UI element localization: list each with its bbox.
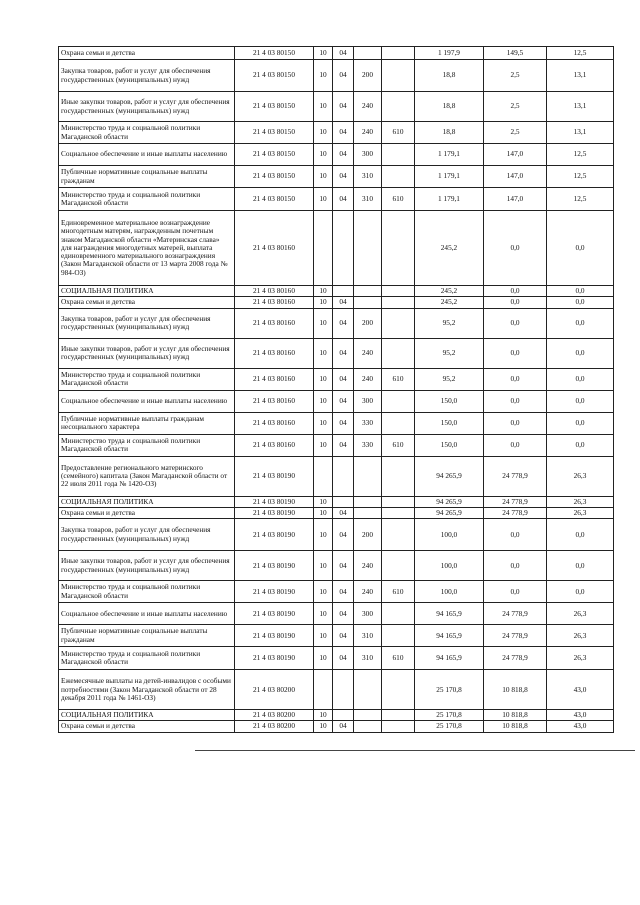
budget-code: 21 4 03 80150 xyxy=(235,92,314,122)
budget-code: 21 4 03 80190 xyxy=(235,581,314,603)
budget-table xyxy=(58,46,614,733)
planned-amount: 1 179,1 xyxy=(415,166,484,188)
expense-type-code: 240 xyxy=(354,551,382,581)
planned-amount: 95,2 xyxy=(415,338,484,368)
section-code: 10 xyxy=(314,412,333,434)
executed-amount: 0,0 xyxy=(484,338,547,368)
planned-amount: 94 165,9 xyxy=(415,647,484,670)
subsection-code xyxy=(333,496,354,507)
table-row xyxy=(59,308,614,338)
planned-amount: 25 170,8 xyxy=(415,721,484,732)
budget-code: 21 4 03 80150 xyxy=(235,144,314,166)
execution-percent: 0,0 xyxy=(547,412,614,434)
executed-amount: 0,0 xyxy=(484,308,547,338)
row-name: Закупка товаров, работ и услуг для обеспечения государственных (муниципальных) нужд xyxy=(59,308,235,338)
admin-code xyxy=(382,144,415,166)
expense-type-code: 200 xyxy=(354,519,382,551)
execution-percent: 13,1 xyxy=(547,60,614,92)
execution-percent: 26,3 xyxy=(547,456,614,496)
table-row xyxy=(59,297,614,308)
admin-code xyxy=(382,286,415,297)
admin-code xyxy=(382,603,415,625)
admin-code xyxy=(382,412,415,434)
planned-amount: 94 265,9 xyxy=(415,507,484,518)
admin-code xyxy=(382,496,415,507)
execution-percent: 0,0 xyxy=(547,338,614,368)
section-code: 10 xyxy=(314,507,333,518)
table-row xyxy=(59,390,614,412)
section-code: 10 xyxy=(314,721,333,732)
table-row xyxy=(59,647,614,670)
row-name: Охрана семьи и детства xyxy=(59,721,235,732)
execution-percent: 26,3 xyxy=(547,625,614,647)
section-code: 10 xyxy=(314,647,333,670)
budget-code: 21 4 03 80160 xyxy=(235,412,314,434)
row-name: Министерство труда и социальной политики Магаданской области xyxy=(59,122,235,144)
row-name: Предоставление регионального материнского (семейного) капитала (Закон Магаданской области от 22 июля 2011 года № 1420-ОЗ) xyxy=(59,456,235,496)
section-code: 10 xyxy=(314,496,333,507)
row-name: Министерство труда и социальной политики Магаданской области xyxy=(59,647,235,670)
planned-amount: 245,2 xyxy=(415,297,484,308)
admin-code xyxy=(382,166,415,188)
admin-code: 610 xyxy=(382,368,415,390)
subsection-code: 04 xyxy=(333,47,354,60)
execution-percent: 26,3 xyxy=(547,507,614,518)
planned-amount: 100,0 xyxy=(415,519,484,551)
expense-type-code xyxy=(354,47,382,60)
executed-amount: 10 818,8 xyxy=(484,721,547,732)
planned-amount: 150,0 xyxy=(415,412,484,434)
subsection-code: 04 xyxy=(333,412,354,434)
subsection-code: 04 xyxy=(333,297,354,308)
table-row xyxy=(59,710,614,721)
execution-percent: 0,0 xyxy=(547,434,614,456)
table-row xyxy=(59,60,614,92)
executed-amount: 0,0 xyxy=(484,581,547,603)
row-name: Иные закупки товаров, работ и услуг для обеспечения государственных (муниципальных) нужд xyxy=(59,92,235,122)
row-name: Ежемесячные выплаты на детей-инвалидов с особыми потребностями (Закон Магаданской области от 28 декабря 2011 года № 1461-ОЗ) xyxy=(59,670,235,710)
planned-amount: 95,2 xyxy=(415,368,484,390)
row-name: Публичные нормативные социальные выплаты гражданам xyxy=(59,166,235,188)
execution-percent: 0,0 xyxy=(547,551,614,581)
table-row xyxy=(59,166,614,188)
executed-amount: 2,5 xyxy=(484,122,547,144)
expense-type-code xyxy=(354,211,382,286)
subsection-code: 04 xyxy=(333,551,354,581)
executed-amount: 24 778,9 xyxy=(484,603,547,625)
execution-percent: 12,5 xyxy=(547,166,614,188)
subsection-code: 04 xyxy=(333,368,354,390)
admin-code: 610 xyxy=(382,434,415,456)
expense-type-code xyxy=(354,721,382,732)
admin-code xyxy=(382,625,415,647)
executed-amount: 24 778,9 xyxy=(484,456,547,496)
budget-code: 21 4 03 80200 xyxy=(235,710,314,721)
section-code xyxy=(314,670,333,710)
execution-percent: 0,0 xyxy=(547,519,614,551)
budget-code: 21 4 03 80190 xyxy=(235,625,314,647)
bottom-rule xyxy=(195,750,635,751)
expense-type-code xyxy=(354,710,382,721)
execution-percent: 12,5 xyxy=(547,188,614,211)
section-code: 10 xyxy=(314,368,333,390)
executed-amount: 0,0 xyxy=(484,297,547,308)
planned-amount: 25 170,8 xyxy=(415,710,484,721)
subsection-code xyxy=(333,670,354,710)
section-code: 10 xyxy=(314,710,333,721)
planned-amount: 150,0 xyxy=(415,434,484,456)
section-code: 10 xyxy=(314,519,333,551)
subsection-code: 04 xyxy=(333,507,354,518)
section-code: 10 xyxy=(314,603,333,625)
subsection-code: 04 xyxy=(333,338,354,368)
execution-percent: 12,5 xyxy=(547,144,614,166)
planned-amount: 94 165,9 xyxy=(415,603,484,625)
expense-type-code: 240 xyxy=(354,338,382,368)
section-code: 10 xyxy=(314,551,333,581)
admin-code xyxy=(382,92,415,122)
planned-amount: 94 165,9 xyxy=(415,625,484,647)
subsection-code: 04 xyxy=(333,647,354,670)
admin-code xyxy=(382,308,415,338)
planned-amount: 100,0 xyxy=(415,551,484,581)
subsection-code: 04 xyxy=(333,721,354,732)
section-code xyxy=(314,211,333,286)
budget-code: 21 4 03 80160 xyxy=(235,308,314,338)
expense-type-code: 300 xyxy=(354,603,382,625)
admin-code xyxy=(382,47,415,60)
execution-percent: 26,3 xyxy=(547,496,614,507)
executed-amount: 147,0 xyxy=(484,166,547,188)
section-code: 10 xyxy=(314,188,333,211)
budget-code: 21 4 03 80160 xyxy=(235,434,314,456)
executed-amount: 24 778,9 xyxy=(484,647,547,670)
expense-type-code: 200 xyxy=(354,60,382,92)
section-code: 10 xyxy=(314,434,333,456)
planned-amount: 245,2 xyxy=(415,211,484,286)
row-name: Министерство труда и социальной политики Магаданской области xyxy=(59,434,235,456)
expense-type-code xyxy=(354,286,382,297)
admin-code: 610 xyxy=(382,647,415,670)
executed-amount: 0,0 xyxy=(484,434,547,456)
executed-amount: 24 778,9 xyxy=(484,625,547,647)
table-row xyxy=(59,338,614,368)
planned-amount: 1 197,9 xyxy=(415,47,484,60)
admin-code xyxy=(382,390,415,412)
planned-amount: 100,0 xyxy=(415,581,484,603)
execution-percent: 26,3 xyxy=(547,603,614,625)
execution-percent: 0,0 xyxy=(547,308,614,338)
row-name: Иные закупки товаров, работ и услуг для обеспечения государственных (муниципальных) нужд xyxy=(59,338,235,368)
subsection-code xyxy=(333,211,354,286)
subsection-code xyxy=(333,456,354,496)
budget-code: 21 4 03 80150 xyxy=(235,166,314,188)
executed-amount: 0,0 xyxy=(484,211,547,286)
table-row xyxy=(59,144,614,166)
execution-percent: 13,1 xyxy=(547,122,614,144)
expense-type-code: 240 xyxy=(354,368,382,390)
subsection-code: 04 xyxy=(333,188,354,211)
subsection-code: 04 xyxy=(333,122,354,144)
section-code: 10 xyxy=(314,92,333,122)
subsection-code: 04 xyxy=(333,308,354,338)
planned-amount: 18,8 xyxy=(415,60,484,92)
expense-type-code xyxy=(354,670,382,710)
subsection-code: 04 xyxy=(333,144,354,166)
section-code: 10 xyxy=(314,60,333,92)
execution-percent: 0,0 xyxy=(547,368,614,390)
table-row xyxy=(59,519,614,551)
section-code: 10 xyxy=(314,308,333,338)
execution-percent: 43,0 xyxy=(547,710,614,721)
subsection-code: 04 xyxy=(333,390,354,412)
budget-code: 21 4 03 80200 xyxy=(235,670,314,710)
budget-code: 21 4 03 80160 xyxy=(235,286,314,297)
admin-code xyxy=(382,670,415,710)
planned-amount: 18,8 xyxy=(415,122,484,144)
admin-code xyxy=(382,456,415,496)
subsection-code: 04 xyxy=(333,603,354,625)
subsection-code: 04 xyxy=(333,166,354,188)
executed-amount: 0,0 xyxy=(484,368,547,390)
executed-amount: 10 818,8 xyxy=(484,710,547,721)
budget-code: 21 4 03 80160 xyxy=(235,338,314,368)
table-row xyxy=(59,721,614,732)
expense-type-code: 310 xyxy=(354,188,382,211)
planned-amount: 95,2 xyxy=(415,308,484,338)
section-code: 10 xyxy=(314,286,333,297)
admin-code xyxy=(382,338,415,368)
section-code: 10 xyxy=(314,390,333,412)
executed-amount: 0,0 xyxy=(484,286,547,297)
planned-amount: 1 179,1 xyxy=(415,144,484,166)
subsection-code: 04 xyxy=(333,92,354,122)
section-code: 10 xyxy=(314,338,333,368)
admin-code xyxy=(382,519,415,551)
expense-type-code: 240 xyxy=(354,581,382,603)
row-name: Социальное обеспечение и иные выплаты населению xyxy=(59,603,235,625)
row-name: СОЦИАЛЬНАЯ ПОЛИТИКА xyxy=(59,710,235,721)
row-name: Закупка товаров, работ и услуг для обеспечения государственных (муниципальных) нужд xyxy=(59,519,235,551)
expense-type-code: 310 xyxy=(354,647,382,670)
executed-amount: 147,0 xyxy=(484,188,547,211)
subsection-code: 04 xyxy=(333,581,354,603)
budget-code: 21 4 03 80150 xyxy=(235,60,314,92)
table-row xyxy=(59,286,614,297)
section-code: 10 xyxy=(314,144,333,166)
admin-code xyxy=(382,211,415,286)
execution-percent: 0,0 xyxy=(547,390,614,412)
expense-type-code: 310 xyxy=(354,166,382,188)
admin-code: 610 xyxy=(382,122,415,144)
executed-amount: 149,5 xyxy=(484,47,547,60)
planned-amount: 25 170,8 xyxy=(415,670,484,710)
table-row xyxy=(59,551,614,581)
expense-type-code: 200 xyxy=(354,308,382,338)
execution-percent: 26,3 xyxy=(547,647,614,670)
budget-code: 21 4 03 80150 xyxy=(235,47,314,60)
row-name: Единовременное материальное вознаграждение многодетным матерям, награжденным почетным знаком Магаданской области «Материнская слава» для награждения многодетных матерей, выплата единовременного материального вознаграждения (Закон Магаданской области от 13 марта 2008 года № 984-ОЗ) xyxy=(59,211,235,286)
expense-type-code: 330 xyxy=(354,412,382,434)
planned-amount: 18,8 xyxy=(415,92,484,122)
admin-code xyxy=(382,710,415,721)
executed-amount: 0,0 xyxy=(484,519,547,551)
table-row xyxy=(59,603,614,625)
expense-type-code xyxy=(354,507,382,518)
table-row xyxy=(59,188,614,211)
admin-code xyxy=(382,507,415,518)
executed-amount: 0,0 xyxy=(484,551,547,581)
budget-code: 21 4 03 80150 xyxy=(235,188,314,211)
planned-amount: 150,0 xyxy=(415,390,484,412)
table-row xyxy=(59,507,614,518)
planned-amount: 94 265,9 xyxy=(415,456,484,496)
table-row xyxy=(59,456,614,496)
expense-type-code xyxy=(354,456,382,496)
planned-amount: 1 179,1 xyxy=(415,188,484,211)
subsection-code xyxy=(333,710,354,721)
planned-amount: 94 265,9 xyxy=(415,496,484,507)
execution-percent: 43,0 xyxy=(547,721,614,732)
budget-code: 21 4 03 80190 xyxy=(235,551,314,581)
row-name: Министерство труда и социальной политики Магаданской области xyxy=(59,581,235,603)
section-code: 10 xyxy=(314,297,333,308)
admin-code: 610 xyxy=(382,581,415,603)
row-name: Социальное обеспечение и иные выплаты населению xyxy=(59,390,235,412)
executed-amount: 0,0 xyxy=(484,390,547,412)
subsection-code: 04 xyxy=(333,60,354,92)
table-row xyxy=(59,368,614,390)
table-row xyxy=(59,434,614,456)
table-row xyxy=(59,625,614,647)
expense-type-code xyxy=(354,297,382,308)
budget-code: 21 4 03 80190 xyxy=(235,507,314,518)
budget-code: 21 4 03 80190 xyxy=(235,496,314,507)
row-name: Охрана семьи и детства xyxy=(59,47,235,60)
row-name: СОЦИАЛЬНАЯ ПОЛИТИКА xyxy=(59,496,235,507)
admin-code xyxy=(382,721,415,732)
planned-amount: 245,2 xyxy=(415,286,484,297)
expense-type-code: 310 xyxy=(354,625,382,647)
section-code: 10 xyxy=(314,166,333,188)
row-name: Социальное обеспечение и иные выплаты населению xyxy=(59,144,235,166)
executed-amount: 0,0 xyxy=(484,412,547,434)
section-code: 10 xyxy=(314,47,333,60)
admin-code xyxy=(382,60,415,92)
budget-code: 21 4 03 80190 xyxy=(235,603,314,625)
executed-amount: 24 778,9 xyxy=(484,507,547,518)
section-code: 10 xyxy=(314,581,333,603)
budget-code: 21 4 03 80200 xyxy=(235,721,314,732)
executed-amount: 2,5 xyxy=(484,92,547,122)
executed-amount: 24 778,9 xyxy=(484,496,547,507)
table-row xyxy=(59,581,614,603)
budget-code: 21 4 03 80190 xyxy=(235,647,314,670)
expense-type-code: 240 xyxy=(354,122,382,144)
execution-percent: 12,5 xyxy=(547,47,614,60)
table-row xyxy=(59,211,614,286)
row-name: Закупка товаров, работ и услуг для обеспечения государственных (муниципальных) нужд xyxy=(59,60,235,92)
budget-code: 21 4 03 80190 xyxy=(235,519,314,551)
execution-percent: 13,1 xyxy=(547,92,614,122)
section-code xyxy=(314,456,333,496)
execution-percent: 0,0 xyxy=(547,581,614,603)
budget-code: 21 4 03 80160 xyxy=(235,368,314,390)
table-row xyxy=(59,496,614,507)
table-row xyxy=(59,92,614,122)
subsection-code: 04 xyxy=(333,519,354,551)
expense-type-code: 300 xyxy=(354,390,382,412)
row-name: Иные закупки товаров, работ и услуг для обеспечения государственных (муниципальных) нужд xyxy=(59,551,235,581)
row-name: СОЦИАЛЬНАЯ ПОЛИТИКА xyxy=(59,286,235,297)
budget-table-body xyxy=(59,47,614,733)
admin-code: 610 xyxy=(382,188,415,211)
row-name: Публичные нормативные социальные выплаты гражданам xyxy=(59,625,235,647)
row-name: Министерство труда и социальной политики Магаданской области xyxy=(59,368,235,390)
table-row xyxy=(59,47,614,60)
executed-amount: 2,5 xyxy=(484,60,547,92)
expense-type-code: 240 xyxy=(354,92,382,122)
expense-type-code: 300 xyxy=(354,144,382,166)
execution-percent: 0,0 xyxy=(547,211,614,286)
subsection-code: 04 xyxy=(333,625,354,647)
execution-percent: 0,0 xyxy=(547,297,614,308)
table-row xyxy=(59,412,614,434)
row-name: Министерство труда и социальной политики Магаданской области xyxy=(59,188,235,211)
row-name: Публичные нормативные выплаты гражданам несоциального характера xyxy=(59,412,235,434)
row-name: Охрана семьи и детства xyxy=(59,297,235,308)
expense-type-code xyxy=(354,496,382,507)
executed-amount: 10 818,8 xyxy=(484,670,547,710)
admin-code xyxy=(382,297,415,308)
row-name: Охрана семьи и детства xyxy=(59,507,235,518)
execution-percent: 0,0 xyxy=(547,286,614,297)
execution-percent: 43,0 xyxy=(547,670,614,710)
budget-code: 21 4 03 80160 xyxy=(235,390,314,412)
section-code: 10 xyxy=(314,122,333,144)
section-code: 10 xyxy=(314,625,333,647)
executed-amount: 147,0 xyxy=(484,144,547,166)
budget-code: 21 4 03 80150 xyxy=(235,122,314,144)
subsection-code: 04 xyxy=(333,434,354,456)
admin-code xyxy=(382,551,415,581)
table-row xyxy=(59,122,614,144)
budget-code: 21 4 03 80160 xyxy=(235,211,314,286)
budget-code: 21 4 03 80190 xyxy=(235,456,314,496)
budget-code: 21 4 03 80160 xyxy=(235,297,314,308)
subsection-code xyxy=(333,286,354,297)
expense-type-code: 330 xyxy=(354,434,382,456)
table-row xyxy=(59,670,614,710)
